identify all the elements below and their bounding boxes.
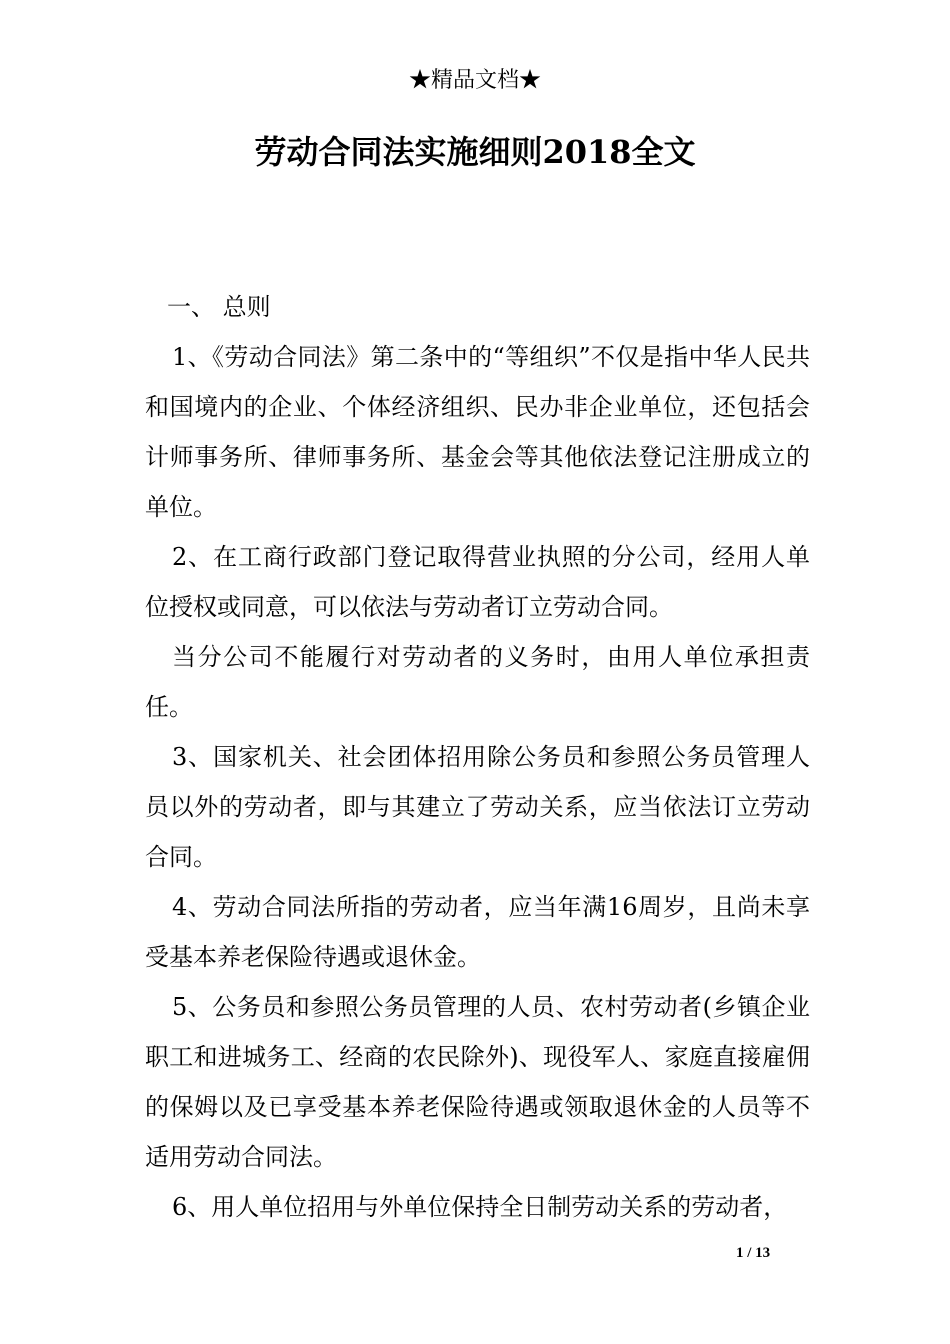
paragraph: 1、《劳动合同法》第二条中的“等组织”不仅是指中华人民共和国境内的企业、个体经济组织、民办非企业单位，还包括会计师事务所、律师事务所、基金会等其他依法登记注册成立的单位。 xyxy=(145,343,810,521)
section-heading: 一、 总则 xyxy=(167,293,271,321)
paragraph: 6、用人单位招用与外单位保持全日制劳动关系的劳动者， xyxy=(172,1193,788,1221)
paragraph: 5、公务员和参照公务员管理的人员、农村劳动者(乡镇企业职工和进城务工、经商的农民除外)、现役军人、家庭直接雇佣的保姆以及已享受基本养老保险待遇或领取退休金的人员等不适用劳动合同法。 xyxy=(145,993,810,1171)
paragraph: 2、在工商行政部门登记取得营业执照的分公司，经用人单位授权或同意，可以依法与劳动者订立劳动合同。 xyxy=(145,543,810,621)
paragraph: 3、国家机关、社会团体招用除公务员和参照公务员管理人员以外的劳动者，即与其建立了劳动关系，应当依法订立劳动合同。 xyxy=(145,743,810,871)
header-banner: ★精品文档★ xyxy=(408,68,541,93)
paragraph: 4、劳动合同法所指的劳动者，应当年满16周岁，且尚未享受基本养老保险待遇或退休金。 xyxy=(145,893,810,971)
document-body xyxy=(145,282,810,1232)
page-number: 1 / 13 xyxy=(736,1245,771,1261)
paragraph: 当分公司不能履行对劳动者的义务时，由用人单位承担责任。 xyxy=(145,643,810,721)
document-title: 劳动合同法实施细则2018全文 xyxy=(254,133,696,171)
